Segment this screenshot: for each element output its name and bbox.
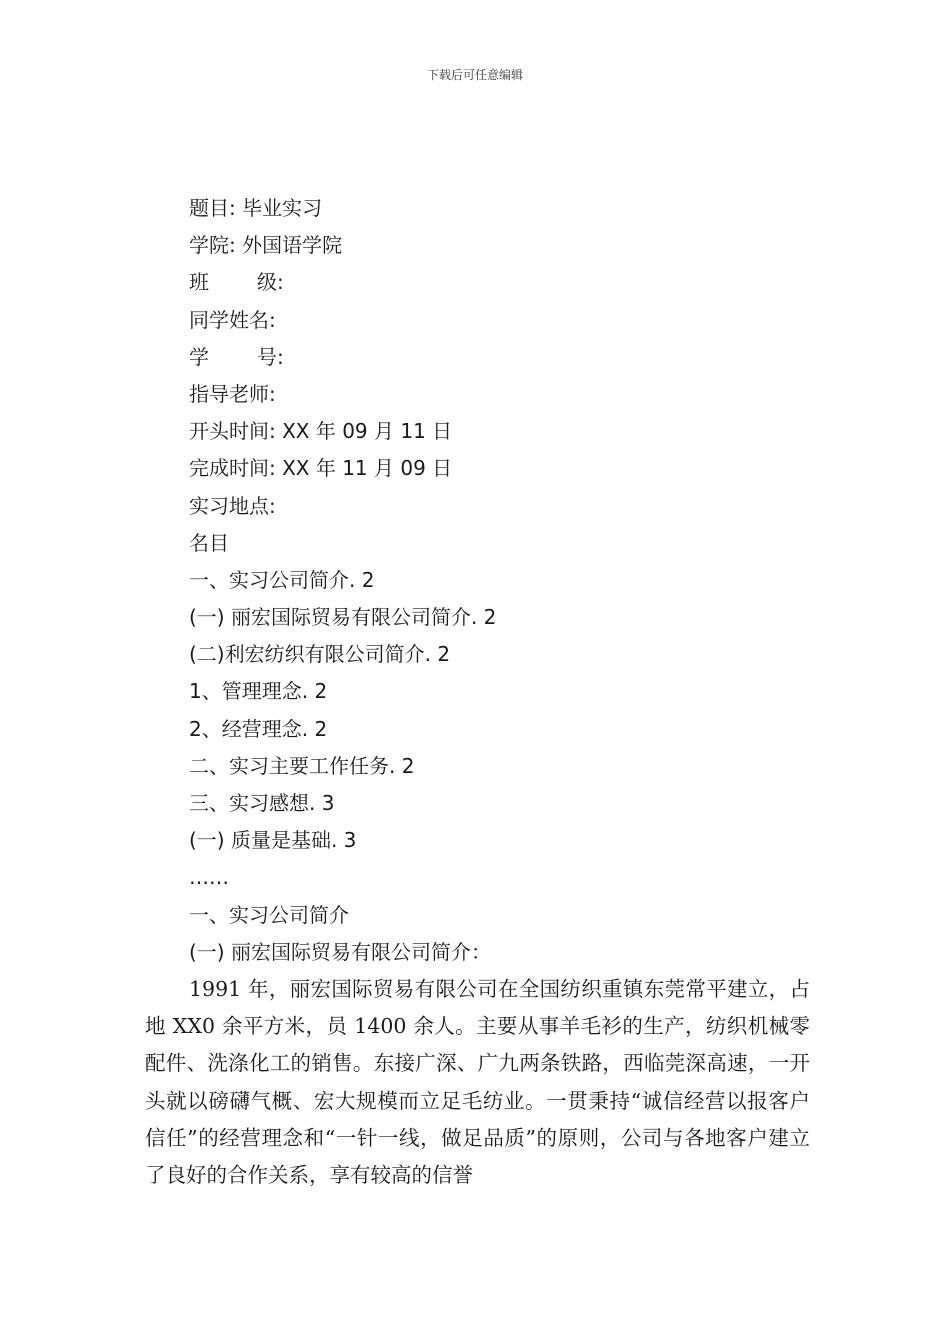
info-student-id: [145, 339, 810, 376]
toc-item: 三、实习感想. 3: [189, 791, 335, 815]
body-paragraph: 1991 年，丽宏国际贸易有限公司在全国纺织重镇东莞常平建立，占地 XX0 余平方米，员 1400 余人。主要从事羊毛衫的生产，纺织机械零配件、洗涤化工的销售。东接广深、广九两条铁路，西临莞深高速，一开头就以磅礴气概、宏大规模而立足毛纺业。一贯秉持“诚信经营以报客户信任”的经营理念和“一针一线，做足品质”的原则，公司与各地客户建立了良好的合作关系，享有较高的信誉: [145, 976, 810, 1187]
section-heading: 一、实习公司简介: [189, 902, 349, 927]
info-student-id-label-a: 学: [189, 344, 209, 369]
info-start-time: 开头时间: XX 年 09 月 11 日: [189, 419, 453, 444]
info-title: 题目: 毕业实习: [189, 196, 323, 220]
toc-item: 二、实习主要工作任务. 2: [189, 753, 415, 778]
toc-item: 一、实习公司简介. 2: [189, 567, 375, 592]
toc-item: (二)利宏纺织有限公司简介. 2: [189, 642, 451, 667]
info-class-label-b: 级:: [257, 270, 284, 295]
toc-item: 2、经营理念. 2: [189, 716, 328, 741]
document-body: [145, 190, 810, 1215]
toc-ellipsis: ……: [189, 865, 229, 890]
info-class-label-a: 班: [189, 270, 209, 295]
info-student-name: 同学姓名:: [189, 307, 276, 332]
toc-item: 1、管理理念. 2: [189, 679, 328, 704]
info-advisor: 指导老师:: [189, 381, 276, 406]
subsection-heading: (一) 丽宏国际贸易有限公司简介：: [189, 939, 491, 964]
info-student-id-label-b: 号:: [257, 344, 284, 369]
info-end-time: 完成时间: XX 年 11 月 09 日: [189, 456, 453, 481]
info-class: [145, 264, 810, 301]
info-location: 实习地点:: [189, 493, 276, 518]
toc-heading: 名目: [189, 530, 229, 555]
toc-item: (一) 质量是基础. 3: [189, 828, 357, 853]
header-note: 下载后可任意编辑: [426, 68, 523, 82]
toc-item: (一) 丽宏国际贸易有限公司简介. 2: [189, 605, 497, 630]
info-college: 学院: 外国语学院: [189, 233, 343, 258]
